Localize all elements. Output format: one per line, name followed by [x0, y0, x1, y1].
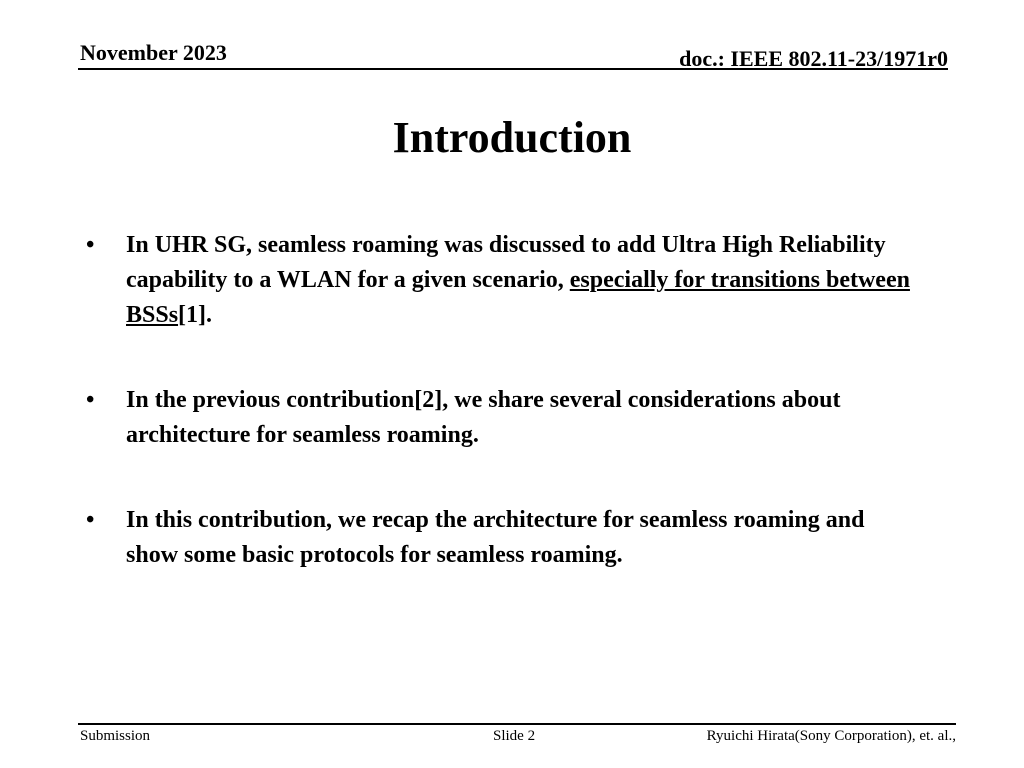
bullet-1-text: In UHR SG, seamless roaming was discussed to add Ultra High Reliability capability to a WLAN for a given scenario,: [126, 232, 886, 293]
bullet-icon: •: [86, 232, 95, 258]
bullet-item-2: [86, 383, 916, 453]
bullet-icon: •: [86, 387, 95, 413]
header-divider: [78, 68, 948, 70]
bullet-item-1: [86, 228, 916, 333]
bullet-2-text: In the previous contribution[2], we share several considerations about architecture for seamless roaming.: [126, 387, 841, 448]
header-doc-id: doc.: IEEE 802.11-23/1971r0: [679, 46, 948, 71]
bullet-list: [86, 228, 916, 573]
header-date: November 2023: [80, 40, 227, 65]
footer-author: Ryuichi Hirata(Sony Corporation), et. al.,: [706, 728, 956, 744]
bullet-icon: •: [86, 507, 95, 533]
bullet-item-3: [86, 503, 916, 573]
bullet-1-underlined-text: especially for transitions between BSSs: [126, 267, 910, 328]
footer-divider: [78, 723, 956, 725]
bullet-1-citation: [1].: [178, 302, 213, 328]
footer-slide-number: Slide 2: [493, 728, 536, 744]
footer-submission: Submission: [80, 728, 151, 744]
bullet-3-text: In this contribution, we recap the architecture for seamless roaming and show some basic protocols for seamless roaming.: [126, 507, 865, 568]
slide-title: Introduction: [392, 113, 632, 162]
